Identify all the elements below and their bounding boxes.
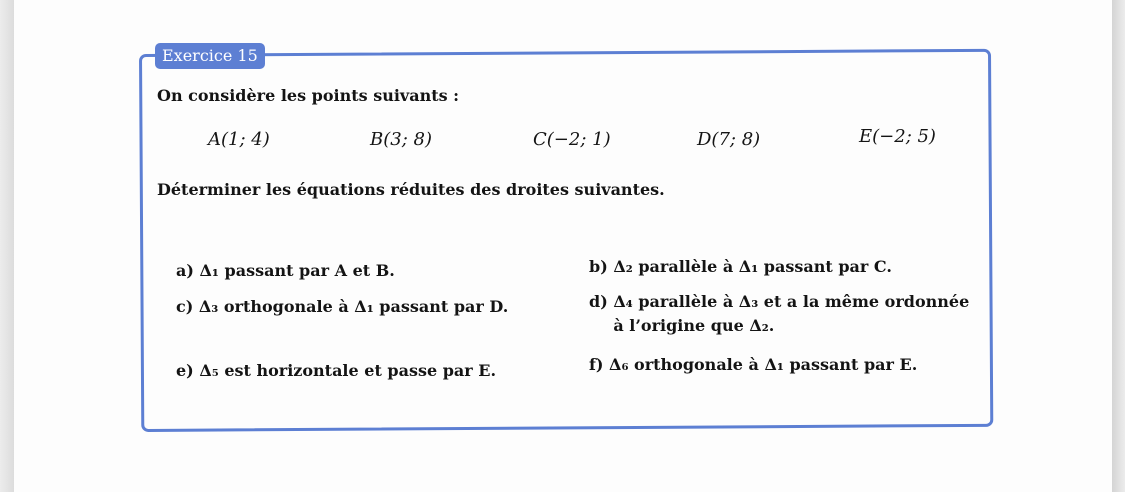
- question-text: Δ₄ parallèle à Δ₃ et a la même ordonnée: [613, 292, 970, 311]
- page-margin-right: [1112, 0, 1125, 492]
- question-letter: d): [589, 292, 608, 311]
- question-letter: e): [176, 361, 194, 380]
- instruction-text: Déterminer les équations réduites des droites suivantes.: [157, 180, 665, 199]
- question-text: Δ₆ orthogonale à Δ₁ passant par E.: [609, 355, 918, 374]
- question-d: [589, 290, 969, 338]
- question-a: [176, 259, 395, 283]
- question-b: [589, 255, 892, 279]
- point-c: C(−2; 1): [533, 129, 611, 150]
- question-text: Δ₅ est horizontale et passe par E.: [199, 361, 497, 380]
- exercise-title-tag: Exercice 15: [155, 43, 265, 69]
- question-text: Δ₃ orthogonale à Δ₁ passant par D.: [198, 297, 509, 316]
- question-text: Δ₂ parallèle à Δ₁ passant par C.: [613, 257, 892, 276]
- point-a: A(1; 4): [208, 129, 270, 150]
- question-letter: b): [589, 257, 608, 276]
- point-e: E(−2; 5): [859, 126, 936, 147]
- point-b: B(3; 8): [370, 129, 432, 150]
- question-text-continued: à l’origine que Δ₂.: [613, 316, 775, 335]
- question-letter: f): [589, 355, 604, 374]
- question-c: [176, 295, 508, 319]
- question-f: [589, 353, 917, 377]
- point-d: D(7; 8): [697, 129, 761, 150]
- question-letter: c): [176, 297, 194, 316]
- intro-text: On considère les points suivants :: [157, 86, 460, 105]
- question-letter: a): [176, 261, 194, 280]
- page-margin-left: [0, 0, 14, 492]
- question-text-block: [613, 290, 969, 338]
- question-text: Δ₁ passant par A et B.: [199, 261, 395, 280]
- question-e: [176, 359, 496, 383]
